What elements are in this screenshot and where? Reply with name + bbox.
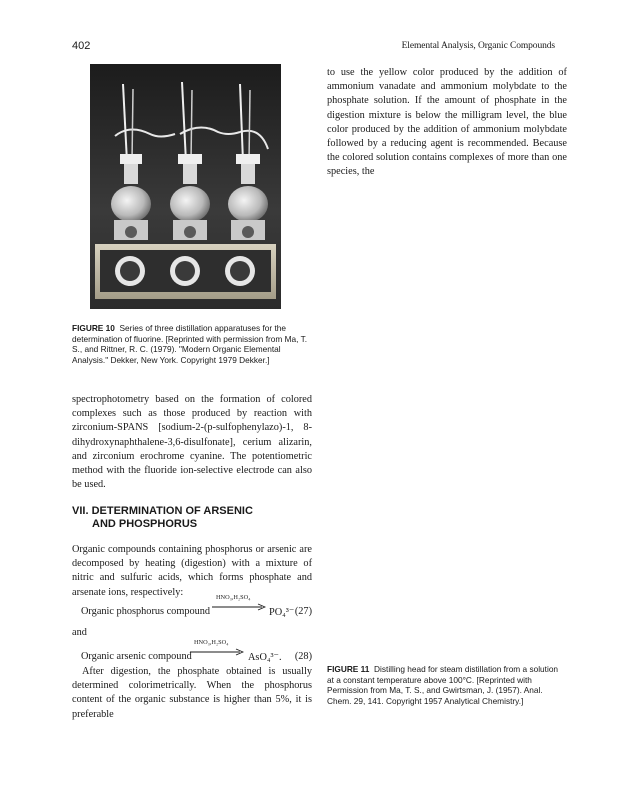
eq28-product: AsO₄³⁻. [248,652,282,663]
colorimetric-paragraph: After digestion, the phosphate obtained is usually determined colorimetrically. When the phosphorus content of the organic substance is higher than 5%, it is preferable [72,666,312,720]
eq28-number: (28) [294,651,312,662]
section-title-line2: AND PHOSPHORUS [92,518,198,530]
eq27-reagent: HNO₃,H₂SO₄ [216,594,251,601]
figure10-caption [72,323,312,365]
section-number: VII. [72,505,89,517]
section-heading [72,505,312,531]
figure11-label: FIGURE 11 [327,664,370,674]
page-number: 402 [72,40,91,52]
figure10-photo [90,64,281,309]
eq27-label: Organic phosphorus compound [81,606,211,617]
fluoride-methods-paragraph: spectrophotometry based on the formation of colored complexes such as those produced by reaction with zirconium-SPANS [sodium-2-(p-sulfophenylazo)-1, 8-dihydroxynaphthalene-3,6-disulfonate], cerium alizarin, and zirconium erochrome cyanine. The potentiometric method with the fluoride ion-selective electrode can also be used. [72,394,312,491]
eq28-reagent: HNO₃,H₂SO₄ [194,639,229,646]
figure10-caption-text: Series of three distillation apparatuses for the determination of fluorine. [Reprinted with permission from Ma, T. S., and Rittner, R. C. (1979). "Modern Organic Elemental Analysis." Dekker, New York. Copyright 1979 Dekker.] [72,323,308,365]
equation-27 [72,594,312,618]
reaction-arrow-icon [212,603,266,611]
figure11-caption [327,664,567,706]
eq27-product: PO₄³⁻ [269,607,295,618]
equation-28 [72,639,312,663]
right-column-paragraph: to use the yellow color produced by the addition of ammonium vanadate and ammonium molybdate to the phosphate solution. If the amount of phosphate in the digestion mixture is below the milligram level, the blue color produced by the addition of ammonium molybdate followed by a reducing agent is recommended. Because the colored solution contains complexes of more than one species, the [327,67,567,178]
distillation-apparatus-image [90,64,281,309]
reaction-arrow-icon [190,648,244,656]
figure11-caption-text: Distilling head for steam distillation from a solution at a constant temperature above 100°C. [Reprinted with Permission from Ma, T. S., and Gwirtsman, J. (1957). Anal. Chem. 29, 141. Copyright 1957 Analytical Chemistry.] [327,664,559,706]
section-title-line1: DETERMINATION OF ARSENIC [91,505,253,517]
eq27-number: (27) [294,606,312,617]
figure10-label: FIGURE 10 [72,323,115,333]
digestion-paragraph: Organic compounds containing phosphorus or arsenic are decomposed by heating (digestion) with a mixture of nitric and sulfuric acids, which forms phosphate and arsenate ions, respectively: [72,544,312,598]
running-head: Elemental Analysis, Organic Compounds [401,41,555,51]
eq28-label: Organic arsenic compound [81,651,192,662]
and-text: and [72,627,87,638]
